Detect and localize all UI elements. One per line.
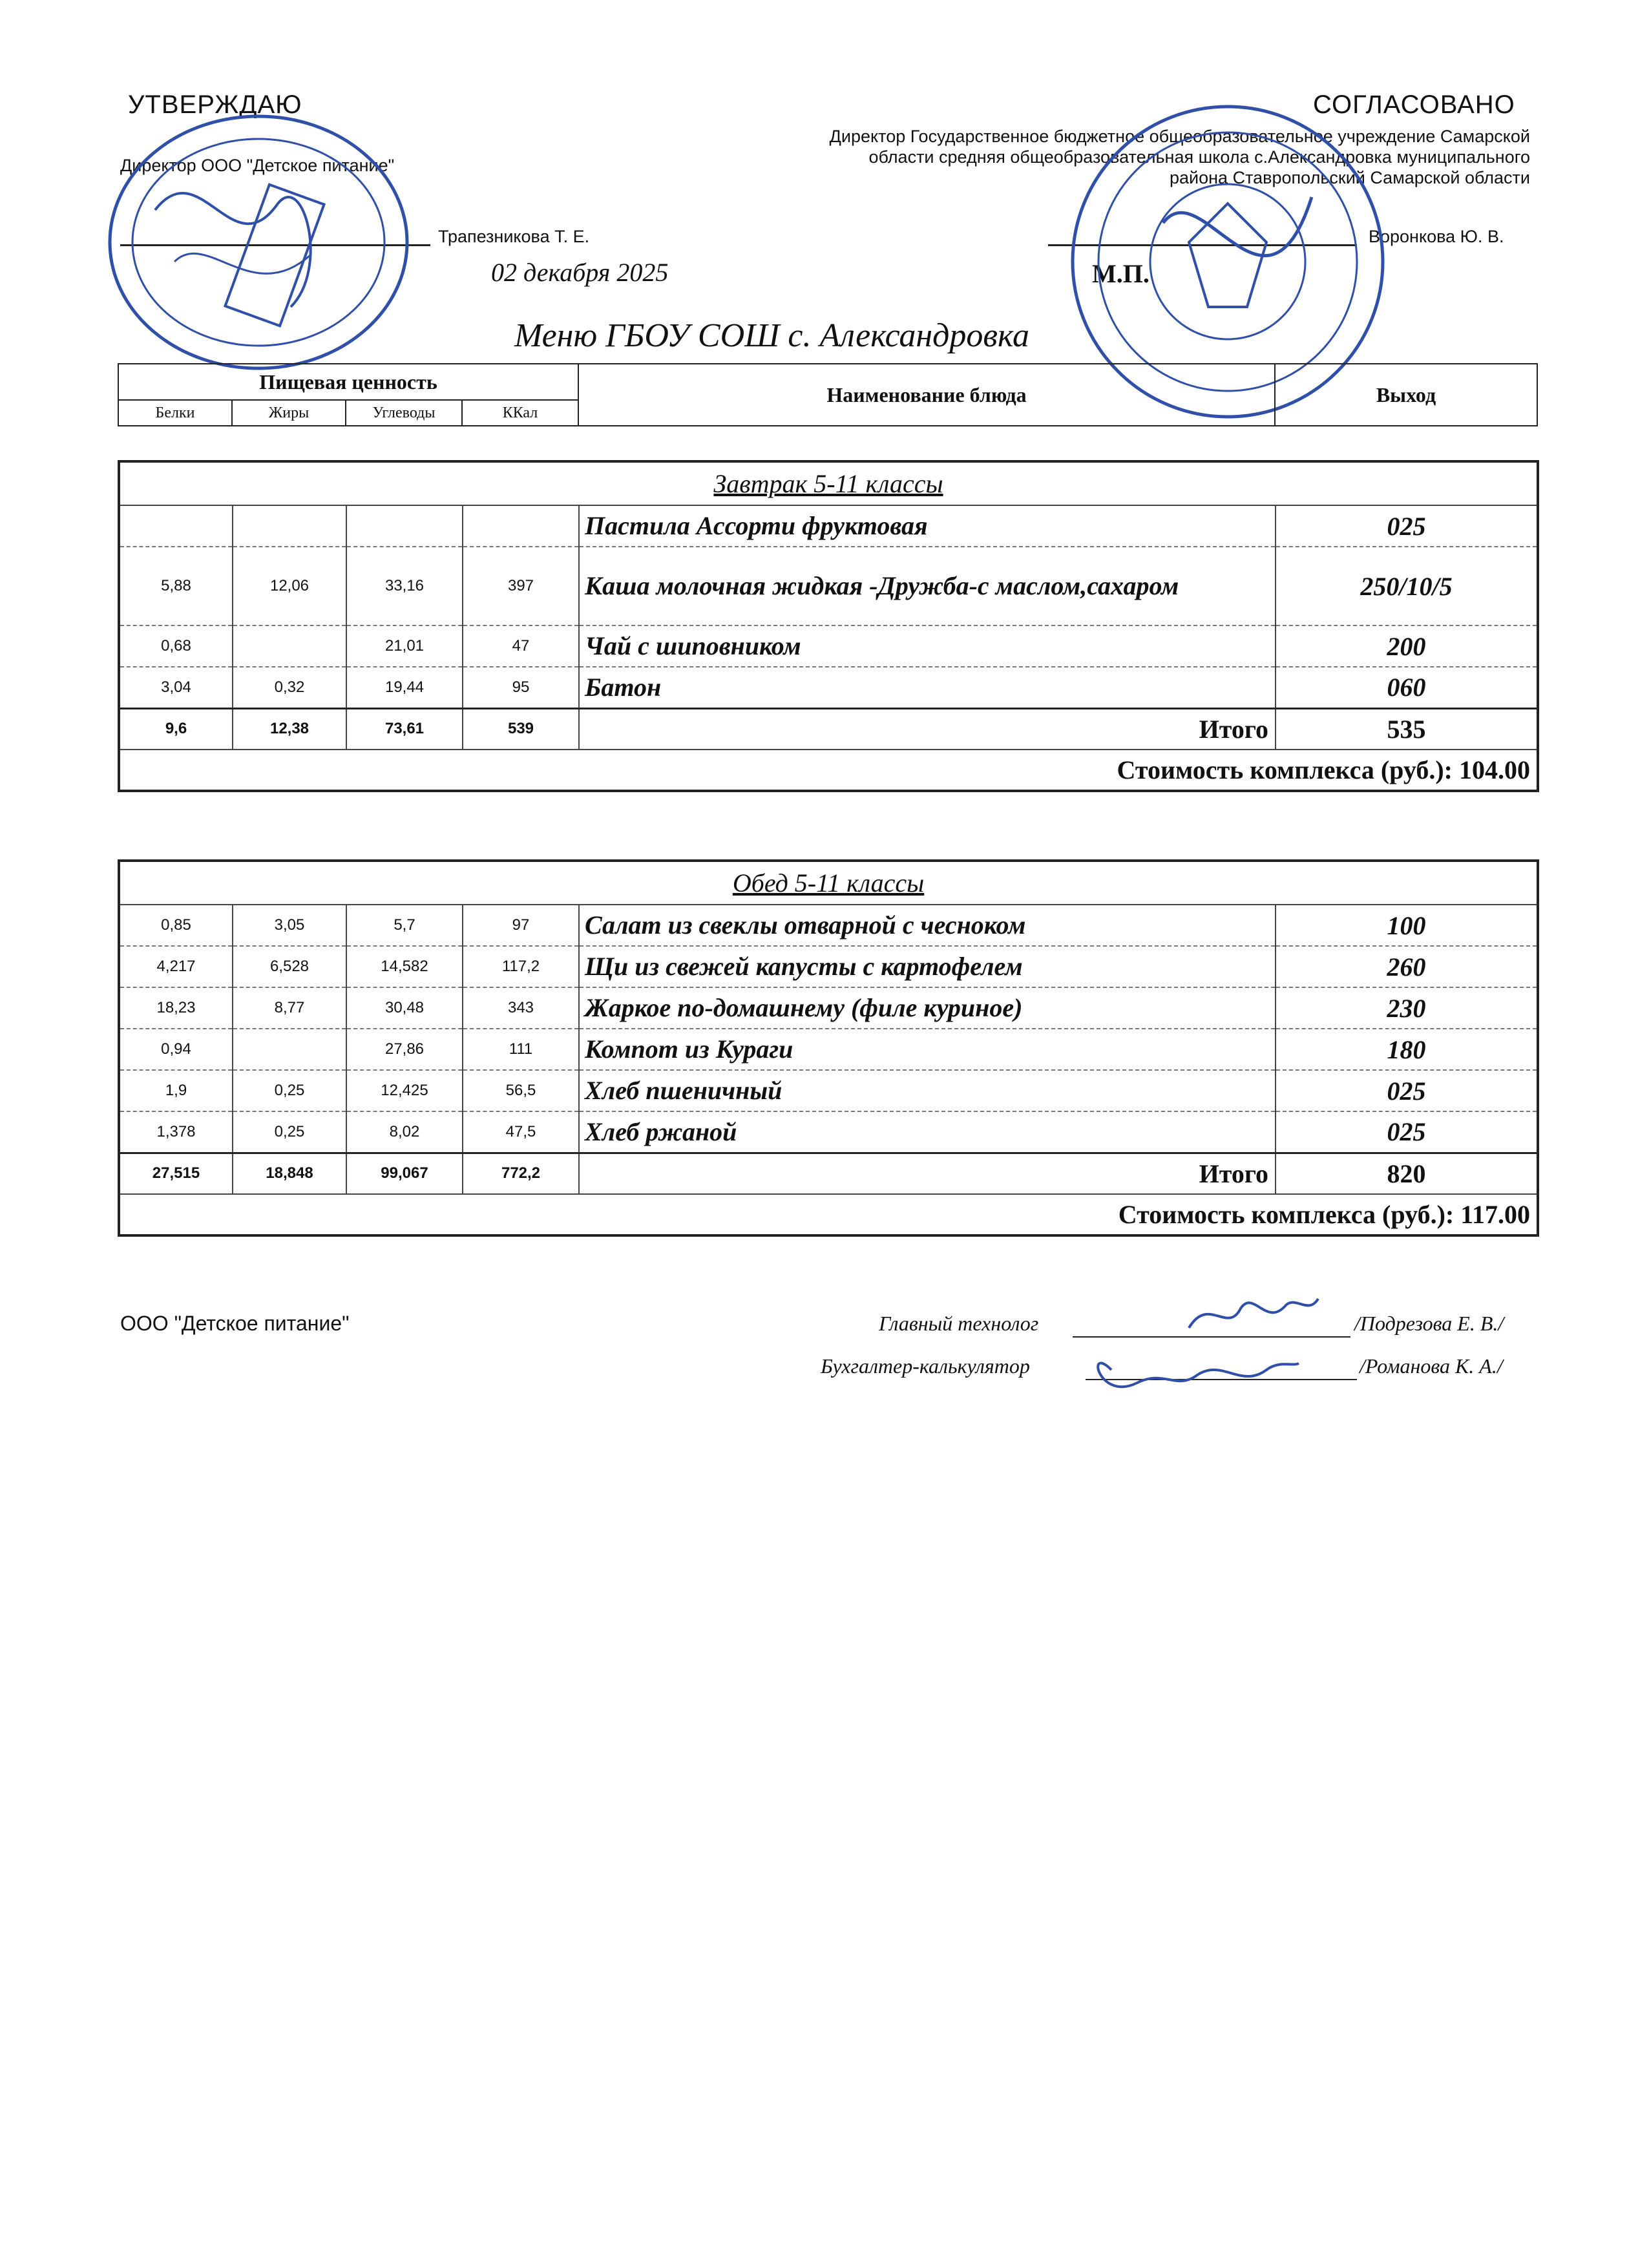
- lunch-cost: Стоимость комплекса (руб.): 117.00: [119, 1194, 1538, 1235]
- accountant-signature-icon: [1086, 1331, 1305, 1409]
- carbs-cell: [346, 505, 463, 547]
- kcal-cell: [463, 505, 579, 547]
- protein-cell: 0,68: [119, 625, 233, 667]
- carbs-header: Углеводы: [346, 400, 462, 426]
- carbs-total: 73,61: [346, 708, 463, 750]
- dish-cell: Пастила Ассорти фруктовая: [579, 505, 1276, 547]
- yield-cell: 025: [1276, 1070, 1538, 1111]
- protein-cell: [119, 505, 233, 547]
- dish-cell: Хлеб пшеничный: [579, 1070, 1276, 1111]
- dish-cell: Щи из свежей капусты с картофелем: [579, 946, 1276, 987]
- kcal-cell: 95: [463, 667, 579, 708]
- lunch-title: Обед 5-11 классы: [119, 861, 1538, 905]
- yield-cell: 250/10/5: [1276, 547, 1538, 625]
- kcal-cell: 111: [463, 1029, 579, 1070]
- dish-cell: Компот из Кураги: [579, 1029, 1276, 1070]
- fat-cell: 0,32: [233, 667, 346, 708]
- column-header-table: [118, 363, 1538, 426]
- protein-cell: 5,88: [119, 547, 233, 625]
- total-row: [119, 1153, 1538, 1194]
- total-label: Итого: [579, 1153, 1276, 1194]
- table-row: [119, 905, 1538, 946]
- yield-cell: 025: [1276, 1111, 1538, 1153]
- approve-date: 02 декабря 2025: [491, 258, 669, 287]
- protein-cell: 1,378: [119, 1111, 233, 1153]
- carbs-cell: 33,16: [346, 547, 463, 625]
- kcal-header: ККал: [462, 400, 578, 426]
- protein-total: 9,6: [119, 708, 233, 750]
- fat-cell: [233, 1029, 346, 1070]
- page-title: Меню ГБОУ СОШ с. Александровка: [514, 317, 1030, 354]
- dish-header: Наименование блюда: [578, 364, 1275, 426]
- breakfast-cost: Стоимость комплекса (руб.): 104.00: [119, 750, 1538, 791]
- fat-header: Жиры: [232, 400, 346, 426]
- protein-cell: 0,85: [119, 905, 233, 946]
- carbs-cell: 30,48: [346, 987, 463, 1029]
- yield-cell: 260: [1276, 946, 1538, 987]
- fat-cell: 3,05: [233, 905, 346, 946]
- fat-cell: 0,25: [233, 1111, 346, 1153]
- table-row: [119, 946, 1538, 987]
- protein-cell: 1,9: [119, 1070, 233, 1111]
- dish-cell: Чай с шиповником: [579, 625, 1276, 667]
- protein-cell: 4,217: [119, 946, 233, 987]
- fat-cell: [233, 505, 346, 547]
- yield-total: 535: [1276, 708, 1538, 750]
- kcal-cell: 343: [463, 987, 579, 1029]
- kcal-total: 772,2: [463, 1153, 579, 1194]
- agree-position-line: района Ставропольский Самарской области: [1170, 168, 1530, 187]
- agree-name: Воронкова Ю. В.: [1369, 227, 1504, 246]
- fat-total: 18,848: [233, 1153, 346, 1194]
- tech-name: /Подрезова Е. В./: [1354, 1312, 1504, 1335]
- fat-cell: 12,06: [233, 547, 346, 625]
- total-row: [119, 708, 1538, 750]
- table-row: [119, 667, 1538, 708]
- carbs-cell: 19,44: [346, 667, 463, 708]
- table-row: [119, 505, 1538, 547]
- agree-position-line: Директор Государственное бюджетное общеобразовательное учреждение Самарской: [829, 127, 1530, 146]
- agree-position-line: области средняя общеобразовательная школа с.Александровка муниципального: [868, 147, 1530, 167]
- table-row: [119, 625, 1538, 667]
- protein-cell: 18,23: [119, 987, 233, 1029]
- table-row: [119, 1029, 1538, 1070]
- protein-cell: 0,94: [119, 1029, 233, 1070]
- tech-role: Главный технолог: [879, 1312, 1039, 1335]
- carbs-cell: 12,425: [346, 1070, 463, 1111]
- yield-cell: 200: [1276, 625, 1538, 667]
- lunch-table: [118, 859, 1539, 1237]
- carbs-cell: 8,02: [346, 1111, 463, 1153]
- protein-cell: 3,04: [119, 667, 233, 708]
- accountant-name: /Романова К. А./: [1360, 1354, 1503, 1378]
- carbs-cell: 27,86: [346, 1029, 463, 1070]
- accountant-role: Бухгалтер-калькулятор: [821, 1354, 1030, 1378]
- table-row: [119, 1111, 1538, 1153]
- footer-company: ООО "Детское питание": [120, 1312, 350, 1335]
- table-row: [119, 987, 1538, 1029]
- dish-cell: Салат из свеклы отварной с чесноком: [579, 905, 1276, 946]
- dish-cell: Хлеб ржаной: [579, 1111, 1276, 1153]
- agree-title: СОГЛАСОВАНО: [1313, 90, 1515, 119]
- carbs-cell: 21,01: [346, 625, 463, 667]
- table-row: [119, 547, 1538, 625]
- dish-cell: Каша молочная жидкая -Дружба-с маслом,сахаром: [579, 547, 1276, 625]
- kcal-total: 539: [463, 708, 579, 750]
- approve-title: УТВЕРЖДАЮ: [128, 90, 302, 119]
- stamp-place-mark: М.П.: [1092, 259, 1150, 288]
- yield-cell: 230: [1276, 987, 1538, 1029]
- kcal-cell: 117,2: [463, 946, 579, 987]
- fat-cell: 0,25: [233, 1070, 346, 1111]
- kcal-cell: 56,5: [463, 1070, 579, 1111]
- breakfast-title: Завтрак 5-11 классы: [119, 461, 1538, 505]
- yield-total: 820: [1276, 1153, 1538, 1194]
- dish-cell: Батон: [579, 667, 1276, 708]
- company-stamp-icon: [97, 113, 433, 384]
- kcal-cell: 97: [463, 905, 579, 946]
- yield-cell: 180: [1276, 1029, 1538, 1070]
- kcal-cell: 47: [463, 625, 579, 667]
- breakfast-table: [118, 460, 1539, 792]
- approve-name: Трапезникова Т. Е.: [438, 227, 590, 246]
- carbs-total: 99,067: [346, 1153, 463, 1194]
- yield-cell: 025: [1276, 505, 1538, 547]
- carbs-cell: 14,582: [346, 946, 463, 987]
- protein-header: Белки: [118, 400, 232, 426]
- protein-total: 27,515: [119, 1153, 233, 1194]
- yield-cell: 060: [1276, 667, 1538, 708]
- fat-cell: 6,528: [233, 946, 346, 987]
- kcal-cell: 47,5: [463, 1111, 579, 1153]
- kcal-cell: 397: [463, 547, 579, 625]
- table-row: [119, 1070, 1538, 1111]
- approve-position: Директор ООО "Детское питание": [120, 156, 395, 175]
- carbs-cell: 5,7: [346, 905, 463, 946]
- nutrition-header: Пищевая ценность: [118, 364, 578, 400]
- fat-total: 12,38: [233, 708, 346, 750]
- yield-header: Выход: [1275, 364, 1537, 426]
- dish-cell: Жаркое по-домашнему (филе куриное): [579, 987, 1276, 1029]
- yield-cell: 100: [1276, 905, 1538, 946]
- fat-cell: [233, 625, 346, 667]
- fat-cell: 8,77: [233, 987, 346, 1029]
- total-label: Итого: [579, 708, 1276, 750]
